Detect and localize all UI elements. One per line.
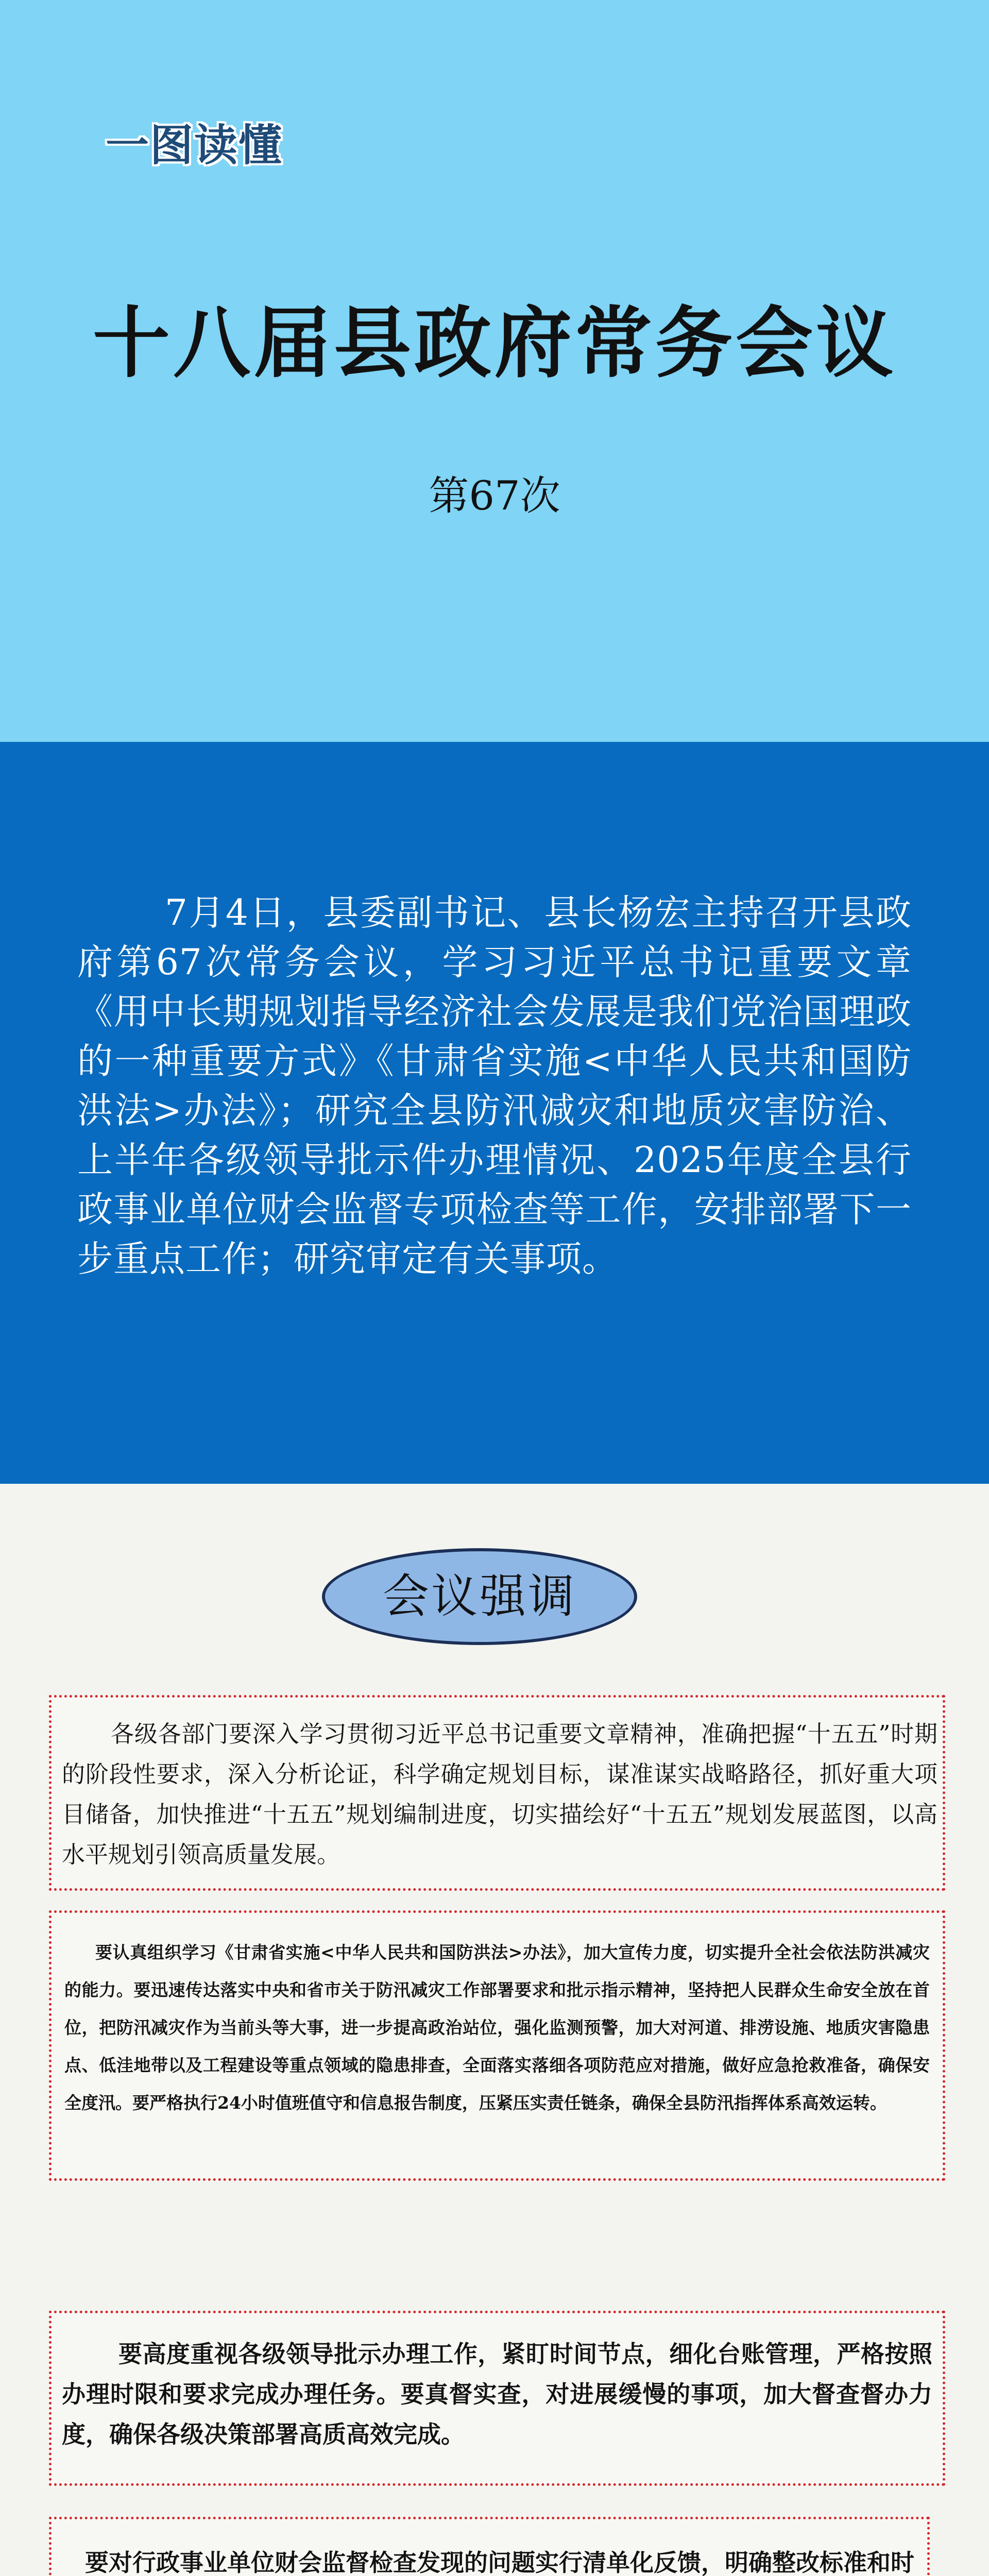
- emphasis-item-instructions: [49, 2311, 945, 2486]
- emphasis-item-text: 各级各部门要深入学习贯彻习近平总书记重要文章精神，准确把握“十五五”时期的阶段性要求，深入分析论证，科学确定规划目标，谋准谋实战略路径，抓好重大项目储备，加快推进“十五五”规划编制进度，切实描绘好“十五五”规划发展蓝图，以高水平规划引领高质量发展。: [62, 1720, 937, 1868]
- intro-section: [0, 742, 989, 1484]
- emphasis-heading: 会议强调: [383, 1569, 576, 1623]
- header-section: [0, 0, 989, 742]
- emphasis-item-planning: [49, 1695, 945, 1891]
- infographic-tag: 一图读懂: [106, 120, 283, 171]
- page-title: 十八届县政府常务会议: [92, 298, 896, 388]
- emphasis-item-financial-oversight: [49, 2517, 930, 2576]
- emphasis-item-text: 要对行政事业单位财会监督检查发现的问题实行清单化反馈，明确整改标准和时: [85, 2549, 914, 2576]
- emphasis-item-flood-control: [49, 1910, 945, 2181]
- emphasis-item-text: 要认真组织学习《甘肃省实施<中华人民共和国防洪法>办法》，加大宣传力度，切实提升全社会依法防洪减灾的能力。要迅速传达落实中央和省市关于防汛减灾工作部署要求和批示指示精神，坚持把人民群众生命安全放在首位，把防汛减灾作为当前头等大事，进一步提高政治站位，强化监测预警，加大对河道、排涝设施、地质灾害隐患点、低洼地带以及工程建设等重点领域的隐患排查，全面落实落细各项防范应对措施，做好应急抢救准备，确保安全度汛。要严格执行24小时值班值守和信息报告制度，压紧压实责任链条，确保全县防汛指挥体系高效运转。: [64, 1942, 930, 2113]
- emphasis-item-text: 要高度重视各级领导批示办理工作，紧盯时间节点，细化台账管理，严格按照办理时限和要求完成办理任务。要真督实查，对进展缓慢的事项，加大督查督办力度，确保各级决策部署高质高效完成。: [62, 2340, 932, 2448]
- intro-paragraph: 7月4日，县委副书记、县长杨宏主持召开县政府第67次常务会议，学习习近平总书记重要文章《用中长期规划指导经济社会发展是我们党治国理政的一种重要方式》《甘肃省实施<中华人民共和国防洪法>办法》；研究全县防汛减灾和地质灾害防治、上半年各级领导批示件办理情况、2025年度全县行政事业单位财会监督专项检查等工作，安排部署下一步重点工作；研究审定有关事项。: [77, 892, 912, 1280]
- session-number: 第67次: [429, 473, 560, 519]
- emphasis-heading-badge: [322, 1548, 637, 1645]
